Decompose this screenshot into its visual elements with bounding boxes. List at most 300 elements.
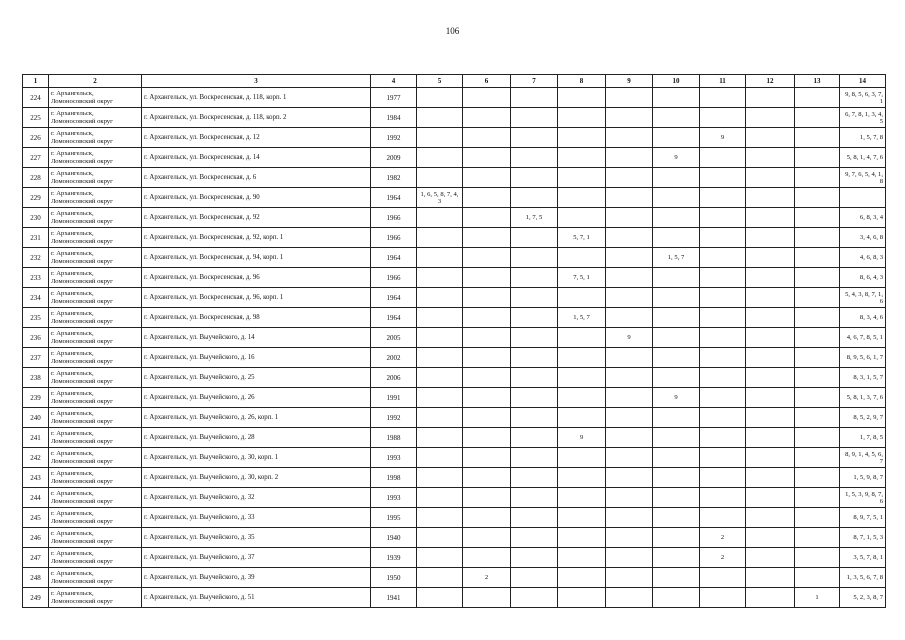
- col7-cell: [511, 568, 558, 588]
- col7-cell: [511, 448, 558, 468]
- col7-cell: [511, 328, 558, 348]
- col13-cell: [795, 448, 840, 468]
- table-row: [23, 448, 886, 468]
- col13-cell: [795, 108, 840, 128]
- col11-cell: [700, 248, 746, 268]
- col5-cell: [417, 268, 463, 288]
- col6-cell: [463, 348, 511, 368]
- col5-cell: [417, 88, 463, 108]
- row-number: 232: [23, 248, 49, 268]
- column-header-4: 4: [371, 75, 417, 88]
- col11-cell: 2: [700, 548, 746, 568]
- col10-cell: [653, 508, 700, 528]
- year-cell: 1984: [371, 108, 417, 128]
- col12-cell: [746, 348, 795, 368]
- year-cell: 2006: [371, 368, 417, 388]
- col12-cell: [746, 448, 795, 468]
- col14-cell: 9, 8, 5, 6, 3, 7, 1: [840, 88, 886, 108]
- col13-cell: [795, 488, 840, 508]
- col5-cell: [417, 228, 463, 248]
- col9-cell: [606, 308, 653, 328]
- col9-cell: [606, 188, 653, 208]
- col6-cell: [463, 288, 511, 308]
- row-number: 248: [23, 568, 49, 588]
- col14-cell: 3, 5, 7, 8, 1: [840, 548, 886, 568]
- table-row: [23, 408, 886, 428]
- col5-cell: 1, 6, 5, 8, 7, 4, 3: [417, 188, 463, 208]
- row-number: 235: [23, 308, 49, 328]
- col8-cell: [558, 208, 606, 228]
- row-number: 233: [23, 268, 49, 288]
- col13-cell: [795, 248, 840, 268]
- col8-cell: [558, 388, 606, 408]
- col9-cell: [606, 148, 653, 168]
- col11-cell: [700, 428, 746, 448]
- col9-cell: [606, 248, 653, 268]
- row-number: 238: [23, 368, 49, 388]
- col13-cell: [795, 288, 840, 308]
- year-cell: 1995: [371, 508, 417, 528]
- year-cell: 1964: [371, 188, 417, 208]
- col10-cell: [653, 348, 700, 368]
- col6-cell: [463, 248, 511, 268]
- col6-cell: [463, 468, 511, 488]
- col7-cell: [511, 228, 558, 248]
- col13-cell: 1: [795, 588, 840, 608]
- district-cell: г. Архангельск, Ломоносовский округ: [49, 488, 142, 508]
- col13-cell: [795, 308, 840, 328]
- district-cell: г. Архангельск, Ломоносовский округ: [49, 528, 142, 548]
- col7-cell: [511, 468, 558, 488]
- address-cell: г. Архангельск, ул. Выучейского, д. 26: [142, 388, 371, 408]
- col12-cell: [746, 268, 795, 288]
- district-cell: г. Архангельск, Ломоносовский округ: [49, 348, 142, 368]
- col12-cell: [746, 388, 795, 408]
- table-row: [23, 288, 886, 308]
- col6-cell: [463, 368, 511, 388]
- col7-cell: [511, 548, 558, 568]
- year-cell: 1964: [371, 308, 417, 328]
- table-row: [23, 168, 886, 188]
- address-cell: г. Архангельск, ул. Воскресенская, д. 96, корп. 1: [142, 288, 371, 308]
- col14-cell: 5, 8, 1, 4, 7, 6: [840, 148, 886, 168]
- district-cell: г. Архангельск, Ломоносовский округ: [49, 368, 142, 388]
- year-cell: 1991: [371, 388, 417, 408]
- col9-cell: [606, 108, 653, 128]
- row-number: 226: [23, 128, 49, 148]
- col10-cell: [653, 488, 700, 508]
- row-number: 242: [23, 448, 49, 468]
- col9-cell: [606, 208, 653, 228]
- year-cell: 1977: [371, 88, 417, 108]
- table-row: [23, 488, 886, 508]
- column-header-7: 7: [511, 75, 558, 88]
- col14-cell: [840, 188, 886, 208]
- col7-cell: [511, 488, 558, 508]
- row-number: 228: [23, 168, 49, 188]
- col14-cell: 8, 6, 4, 3: [840, 268, 886, 288]
- district-cell: г. Архангельск, Ломоносовский округ: [49, 168, 142, 188]
- year-cell: 1993: [371, 448, 417, 468]
- col14-cell: 8, 9, 7, 5, 1: [840, 508, 886, 528]
- district-cell: г. Архангельск, Ломоносовский округ: [49, 588, 142, 608]
- district-cell: г. Архангельск, Ломоносовский округ: [49, 428, 142, 448]
- table-row: [23, 508, 886, 528]
- col14-cell: 5, 4, 3, 8, 7, 1, 6: [840, 288, 886, 308]
- col5-cell: [417, 408, 463, 428]
- col5-cell: [417, 148, 463, 168]
- col10-cell: [653, 568, 700, 588]
- col10-cell: [653, 368, 700, 388]
- year-cell: 2005: [371, 328, 417, 348]
- column-header-10: 10: [653, 75, 700, 88]
- col12-cell: [746, 188, 795, 208]
- col11-cell: [700, 308, 746, 328]
- address-cell: г. Архангельск, ул. Выучейского, д. 33: [142, 508, 371, 528]
- col13-cell: [795, 388, 840, 408]
- col7-cell: [511, 388, 558, 408]
- col5-cell: [417, 128, 463, 148]
- district-cell: г. Архангельск, Ломоносовский округ: [49, 308, 142, 328]
- col6-cell: [463, 128, 511, 148]
- col11-cell: [700, 448, 746, 468]
- col11-cell: [700, 268, 746, 288]
- col5-cell: [417, 248, 463, 268]
- col14-cell: 1, 7, 8, 5: [840, 428, 886, 448]
- year-cell: 1941: [371, 588, 417, 608]
- col13-cell: [795, 428, 840, 448]
- col9-cell: [606, 448, 653, 468]
- col11-cell: [700, 188, 746, 208]
- col8-cell: 5, 7, 1: [558, 228, 606, 248]
- col5-cell: [417, 348, 463, 368]
- col9-cell: [606, 268, 653, 288]
- col5-cell: [417, 108, 463, 128]
- col11-cell: [700, 368, 746, 388]
- col8-cell: [558, 168, 606, 188]
- col9-cell: [606, 288, 653, 308]
- col14-cell: 8, 3, 4, 6: [840, 308, 886, 328]
- col7-cell: [511, 88, 558, 108]
- col8-cell: [558, 88, 606, 108]
- col7-cell: [511, 188, 558, 208]
- col5-cell: [417, 568, 463, 588]
- district-cell: г. Архангельск, Ломоносовский округ: [49, 328, 142, 348]
- address-cell: г. Архангельск, ул. Выучейского, д. 14: [142, 328, 371, 348]
- header-row: [23, 75, 886, 88]
- col7-cell: [511, 368, 558, 388]
- col14-cell: 8, 7, 1, 5, 3: [840, 528, 886, 548]
- address-cell: г. Архангельск, ул. Воскресенская, д. 98: [142, 308, 371, 328]
- address-cell: г. Архангельск, ул. Выучейского, д. 39: [142, 568, 371, 588]
- col12-cell: [746, 408, 795, 428]
- col10-cell: [653, 448, 700, 468]
- col12-cell: [746, 208, 795, 228]
- row-number: 231: [23, 228, 49, 248]
- table-body: [23, 88, 886, 608]
- col8-cell: 1, 5, 7: [558, 308, 606, 328]
- col13-cell: [795, 268, 840, 288]
- col9-cell: [606, 528, 653, 548]
- row-number: 246: [23, 528, 49, 548]
- col8-cell: [558, 188, 606, 208]
- col7-cell: [511, 128, 558, 148]
- col8-cell: [558, 528, 606, 548]
- col12-cell: [746, 488, 795, 508]
- table-row: [23, 528, 886, 548]
- col8-cell: [558, 468, 606, 488]
- col5-cell: [417, 208, 463, 228]
- district-cell: г. Архангельск, Ломоносовский округ: [49, 288, 142, 308]
- col11-cell: [700, 568, 746, 588]
- address-cell: г. Архангельск, ул. Выучейского, д. 30, корп. 2: [142, 468, 371, 488]
- table-row: [23, 88, 886, 108]
- column-header-2: 2: [49, 75, 142, 88]
- address-cell: г. Архангельск, ул. Выучейского, д. 28: [142, 428, 371, 448]
- district-cell: г. Архангельск, Ломоносовский округ: [49, 508, 142, 528]
- col12-cell: [746, 468, 795, 488]
- table-row: [23, 588, 886, 608]
- district-cell: г. Архангельск, Ломоносовский округ: [49, 468, 142, 488]
- year-cell: 1988: [371, 428, 417, 448]
- row-number: 249: [23, 588, 49, 608]
- col14-cell: 1, 5, 9, 8, 7: [840, 468, 886, 488]
- col10-cell: [653, 308, 700, 328]
- row-number: 230: [23, 208, 49, 228]
- year-cell: 1966: [371, 228, 417, 248]
- col5-cell: [417, 588, 463, 608]
- table-row: [23, 468, 886, 488]
- col10-cell: [653, 168, 700, 188]
- col12-cell: [746, 308, 795, 328]
- col12-cell: [746, 328, 795, 348]
- col6-cell: [463, 108, 511, 128]
- col14-cell: 3, 4, 6, 8: [840, 228, 886, 248]
- address-cell: г. Архангельск, ул. Воскресенская, д. 94, корп. 1: [142, 248, 371, 268]
- col12-cell: [746, 428, 795, 448]
- row-number: 245: [23, 508, 49, 528]
- col6-cell: [463, 408, 511, 428]
- district-cell: г. Архангельск, Ломоносовский округ: [49, 208, 142, 228]
- col9-cell: [606, 548, 653, 568]
- col5-cell: [417, 528, 463, 548]
- column-header-9: 9: [606, 75, 653, 88]
- col13-cell: [795, 468, 840, 488]
- col11-cell: [700, 88, 746, 108]
- col9-cell: [606, 568, 653, 588]
- year-cell: 1939: [371, 548, 417, 568]
- col10-cell: [653, 328, 700, 348]
- column-header-13: 13: [795, 75, 840, 88]
- col14-cell: 4, 6, 8, 3: [840, 248, 886, 268]
- col6-cell: [463, 88, 511, 108]
- col10-cell: [653, 288, 700, 308]
- col12-cell: [746, 288, 795, 308]
- col11-cell: [700, 488, 746, 508]
- col10-cell: [653, 408, 700, 428]
- col12-cell: [746, 228, 795, 248]
- col7-cell: [511, 528, 558, 548]
- col5-cell: [417, 488, 463, 508]
- col5-cell: [417, 328, 463, 348]
- col7-cell: [511, 408, 558, 428]
- district-cell: г. Архангельск, Ломоносовский округ: [49, 448, 142, 468]
- year-cell: 1992: [371, 128, 417, 148]
- row-number: 229: [23, 188, 49, 208]
- year-cell: 1940: [371, 528, 417, 548]
- col10-cell: [653, 588, 700, 608]
- address-cell: г. Архангельск, ул. Воскресенская, д. 118, корп. 1: [142, 88, 371, 108]
- col10-cell: [653, 528, 700, 548]
- address-cell: г. Архангельск, ул. Выучейского, д. 30, корп. 1: [142, 448, 371, 468]
- column-header-1: 1: [23, 75, 49, 88]
- col5-cell: [417, 468, 463, 488]
- col13-cell: [795, 88, 840, 108]
- col6-cell: [463, 168, 511, 188]
- col10-cell: 9: [653, 388, 700, 408]
- column-header-11: 11: [700, 75, 746, 88]
- col7-cell: [511, 428, 558, 448]
- col10-cell: [653, 228, 700, 248]
- address-cell: г. Архангельск, ул. Выучейского, д. 16: [142, 348, 371, 368]
- col8-cell: [558, 488, 606, 508]
- col9-cell: [606, 348, 653, 368]
- col11-cell: 9: [700, 128, 746, 148]
- col5-cell: [417, 308, 463, 328]
- col8-cell: [558, 548, 606, 568]
- address-cell: г. Архангельск, ул. Выучейского, д. 25: [142, 368, 371, 388]
- col14-cell: 8, 9, 5, 6, 1, 7: [840, 348, 886, 368]
- col8-cell: [558, 448, 606, 468]
- col11-cell: [700, 288, 746, 308]
- col9-cell: [606, 588, 653, 608]
- col13-cell: [795, 128, 840, 148]
- col8-cell: [558, 408, 606, 428]
- col10-cell: [653, 108, 700, 128]
- col14-cell: 8, 3, 1, 5, 7: [840, 368, 886, 388]
- col11-cell: [700, 108, 746, 128]
- col9-cell: 9: [606, 328, 653, 348]
- table-row: [23, 268, 886, 288]
- col12-cell: [746, 148, 795, 168]
- col8-cell: [558, 568, 606, 588]
- col9-cell: [606, 388, 653, 408]
- table-row: [23, 108, 886, 128]
- col13-cell: [795, 228, 840, 248]
- col8-cell: [558, 348, 606, 368]
- district-cell: г. Архангельск, Ломоносовский округ: [49, 108, 142, 128]
- table-row: [23, 388, 886, 408]
- table-row: [23, 188, 886, 208]
- district-cell: г. Архангельск, Ломоносовский округ: [49, 88, 142, 108]
- col13-cell: [795, 548, 840, 568]
- district-cell: г. Архангельск, Ломоносовский округ: [49, 148, 142, 168]
- district-cell: г. Архангельск, Ломоносовский округ: [49, 228, 142, 248]
- address-cell: г. Архангельск, ул. Воскресенская, д. 12: [142, 128, 371, 148]
- address-cell: г. Архангельск, ул. Воскресенская, д. 118, корп. 2: [142, 108, 371, 128]
- col13-cell: [795, 188, 840, 208]
- year-cell: 2009: [371, 148, 417, 168]
- col5-cell: [417, 168, 463, 188]
- address-cell: г. Архангельск, ул. Воскресенская, д. 90: [142, 188, 371, 208]
- table-row: [23, 548, 886, 568]
- col5-cell: [417, 508, 463, 528]
- district-cell: г. Архангельск, Ломоносовский округ: [49, 268, 142, 288]
- row-number: 236: [23, 328, 49, 348]
- address-cell: г. Архангельск, ул. Выучейского, д. 51: [142, 588, 371, 608]
- row-number: 237: [23, 348, 49, 368]
- col14-cell: 1, 5, 7, 8: [840, 128, 886, 148]
- col12-cell: [746, 508, 795, 528]
- col12-cell: [746, 568, 795, 588]
- table-row: [23, 568, 886, 588]
- district-cell: г. Архангельск, Ломоносовский округ: [49, 408, 142, 428]
- col9-cell: [606, 488, 653, 508]
- col11-cell: [700, 148, 746, 168]
- col14-cell: 6, 7, 8, 1, 3, 4, 5: [840, 108, 886, 128]
- col7-cell: [511, 148, 558, 168]
- row-number: 243: [23, 468, 49, 488]
- col14-cell: 5, 2, 3, 8, 7: [840, 588, 886, 608]
- col12-cell: [746, 108, 795, 128]
- year-cell: 1964: [371, 248, 417, 268]
- col12-cell: [746, 528, 795, 548]
- col5-cell: [417, 428, 463, 448]
- year-cell: 2002: [371, 348, 417, 368]
- col7-cell: [511, 348, 558, 368]
- col7-cell: 1, 7, 5: [511, 208, 558, 228]
- col11-cell: [700, 388, 746, 408]
- year-cell: 1966: [371, 268, 417, 288]
- address-cell: г. Архангельск, ул. Выучейского, д. 37: [142, 548, 371, 568]
- address-cell: г. Архангельск, ул. Выучейского, д. 35: [142, 528, 371, 548]
- address-cell: г. Архангельск, ул. Воскресенская, д. 96: [142, 268, 371, 288]
- col13-cell: [795, 328, 840, 348]
- row-number: 227: [23, 148, 49, 168]
- col6-cell: [463, 188, 511, 208]
- col12-cell: [746, 88, 795, 108]
- table-row: [23, 308, 886, 328]
- col13-cell: [795, 348, 840, 368]
- col7-cell: [511, 308, 558, 328]
- address-cell: г. Архангельск, ул. Воскресенская, д. 92, корп. 1: [142, 228, 371, 248]
- col7-cell: [511, 268, 558, 288]
- col13-cell: [795, 528, 840, 548]
- col10-cell: [653, 428, 700, 448]
- column-header-8: 8: [558, 75, 606, 88]
- row-number: 225: [23, 108, 49, 128]
- col9-cell: [606, 128, 653, 148]
- col10-cell: [653, 188, 700, 208]
- table-row: [23, 228, 886, 248]
- col11-cell: [700, 328, 746, 348]
- col7-cell: [511, 288, 558, 308]
- col8-cell: [558, 128, 606, 148]
- col11-cell: [700, 228, 746, 248]
- col13-cell: [795, 148, 840, 168]
- col10-cell: 9: [653, 148, 700, 168]
- col11-cell: [700, 508, 746, 528]
- col14-cell: 8, 9, 1, 4, 5, 6, 7: [840, 448, 886, 468]
- col7-cell: [511, 108, 558, 128]
- col12-cell: [746, 128, 795, 148]
- year-cell: 1950: [371, 568, 417, 588]
- col13-cell: [795, 168, 840, 188]
- table-row: [23, 148, 886, 168]
- district-cell: г. Архангельск, Ломоносовский округ: [49, 128, 142, 148]
- col5-cell: [417, 448, 463, 468]
- column-header-12: 12: [746, 75, 795, 88]
